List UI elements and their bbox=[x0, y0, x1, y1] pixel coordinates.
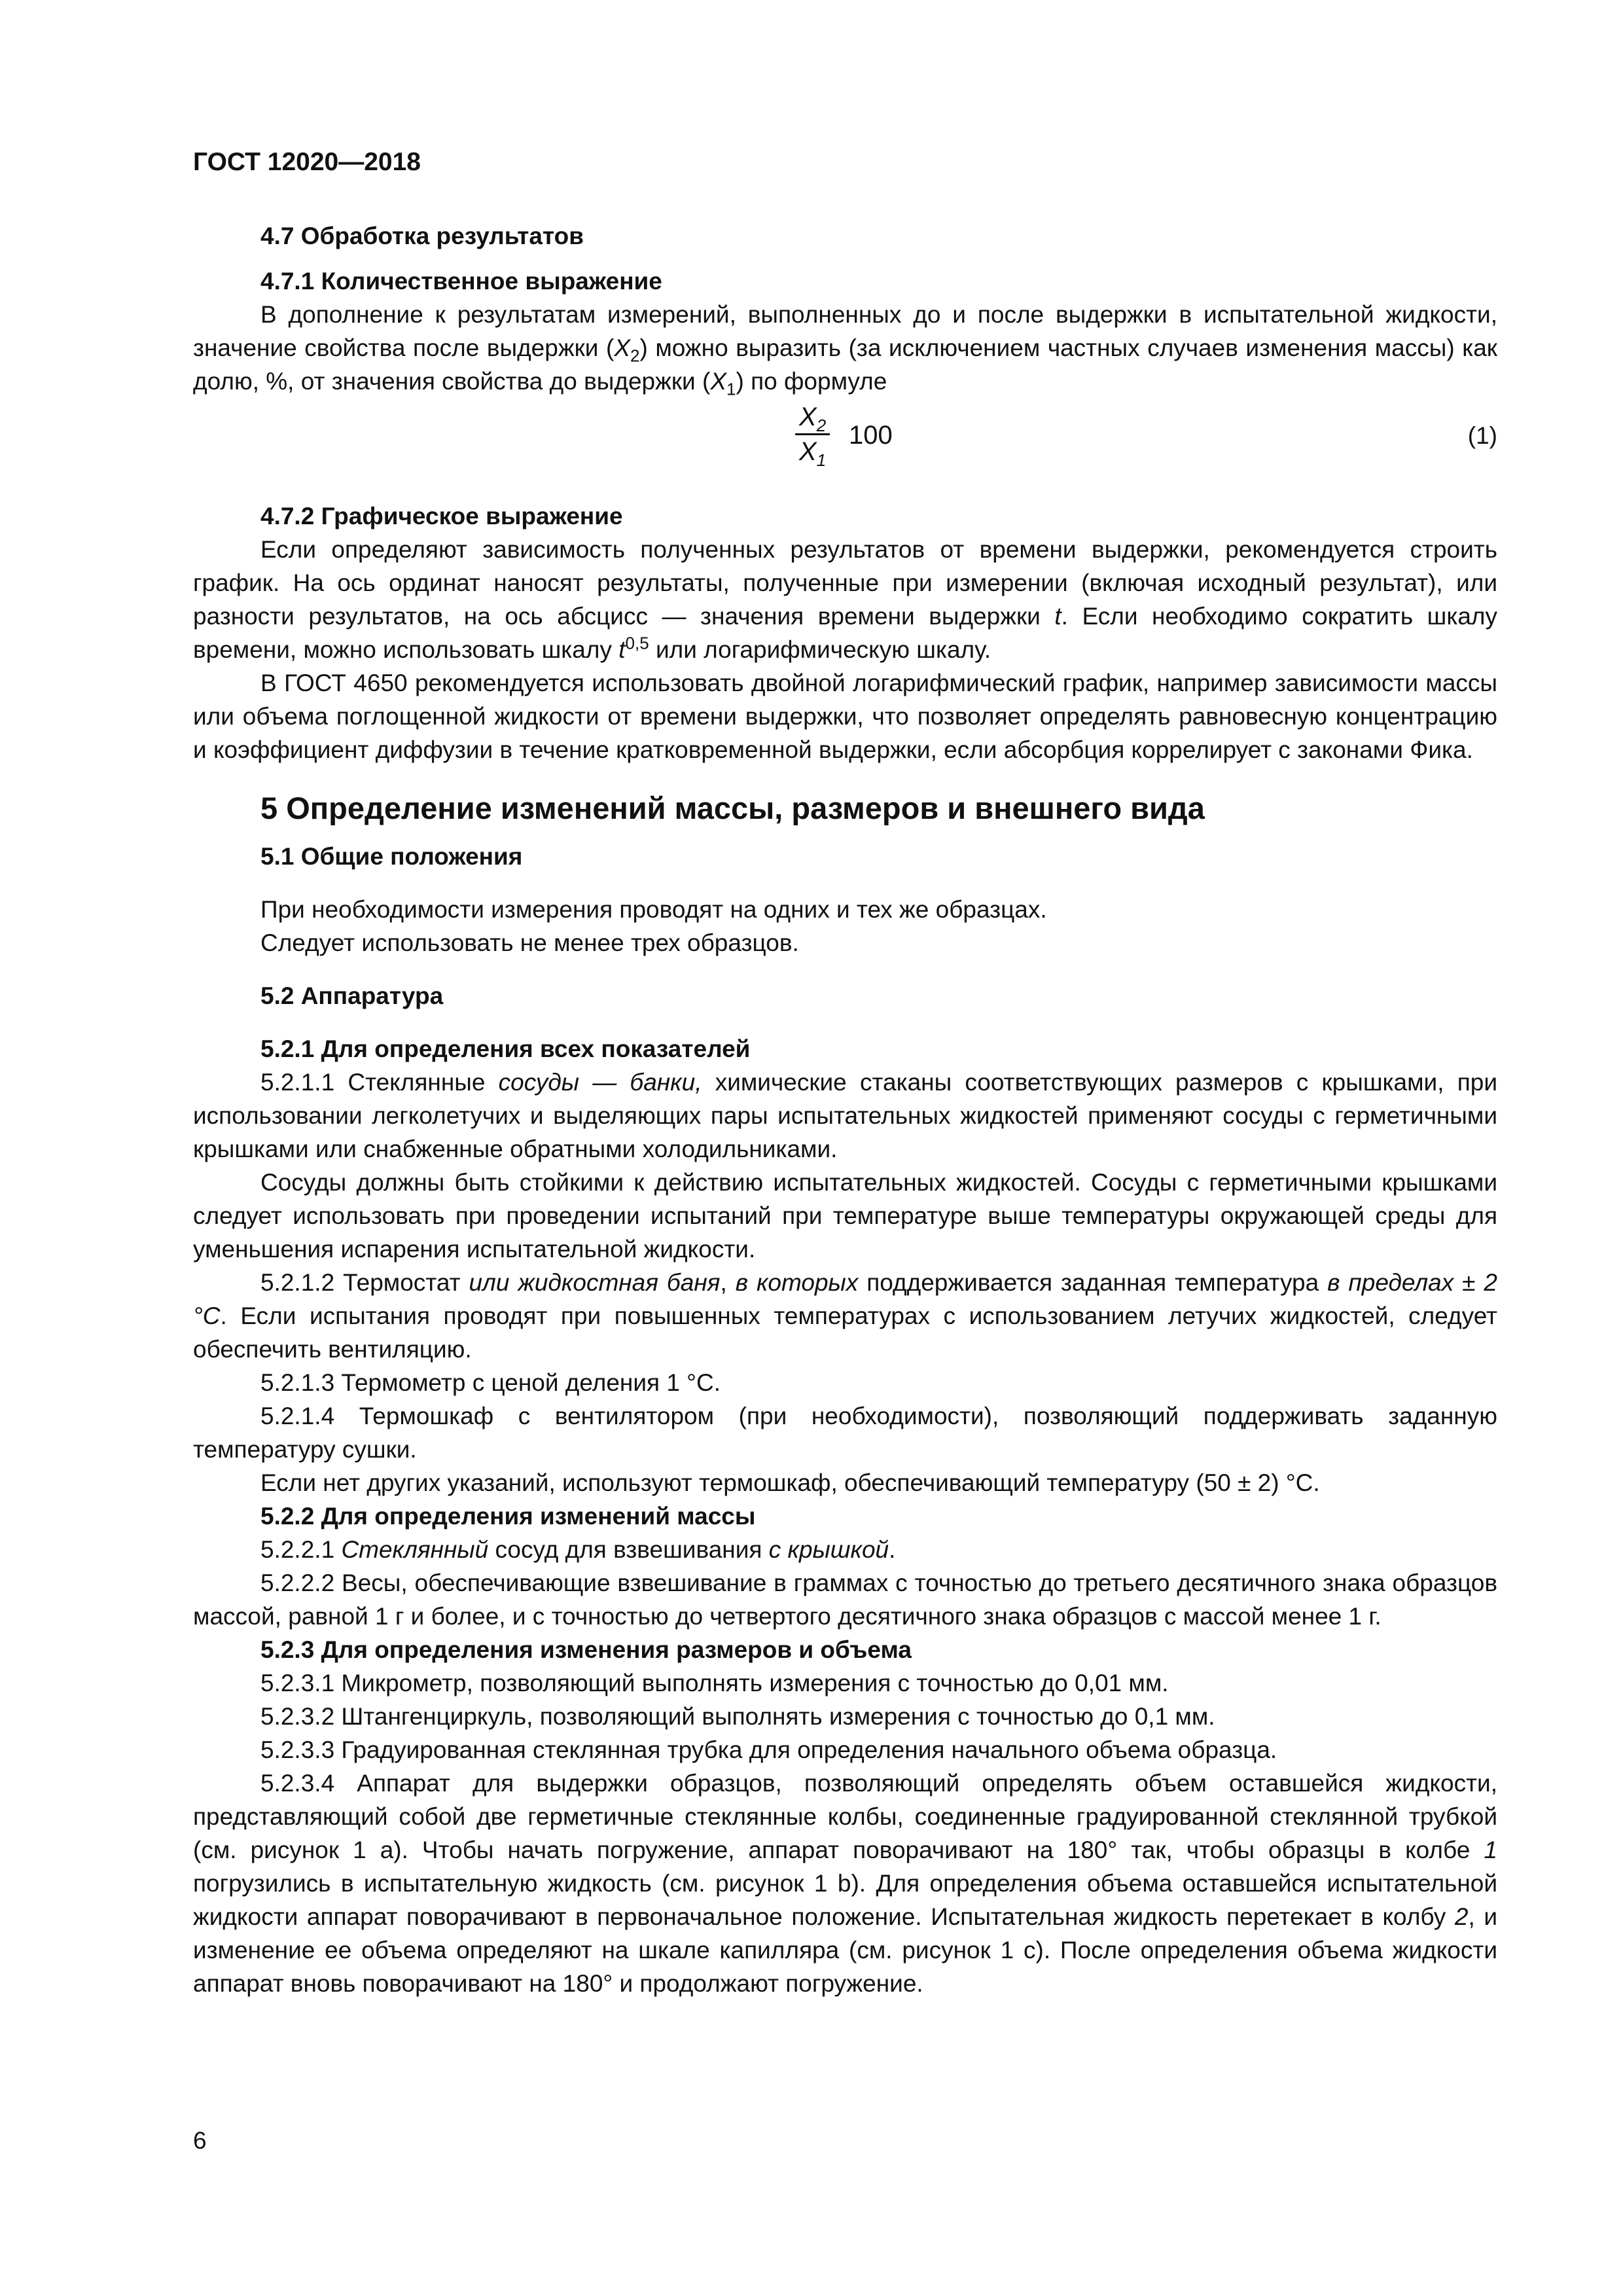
formula-fraction bbox=[795, 401, 830, 468]
paragraph-5-2-3-2: 5.2.3.2 Штангенциркуль, позволяющий выполнять измерения с точностью до 0,1 мм. bbox=[260, 1703, 1215, 1730]
paragraph-4-7-2-a: Если определяют зависимость полученных результатов от времени выдержки, рекомендуется строить график. На ось ординат наносят результаты, полученные при измерении (включая исходный результат), или разности результатов, на ось абсцисс — значения времени выдержки t. Если необходимо сократить шкалу времени, можно использовать шкалу $t^{0,5}$ или логарифмическую шкалу. bbox=[193, 536, 1497, 663]
paragraph-5-2-3-3: 5.2.3.3 Градуированная стеклянная трубка для определения начального объема образца. bbox=[260, 1736, 1277, 1763]
formula-denominator: $X_1$ bbox=[795, 433, 830, 468]
formula-number: (1) bbox=[1467, 422, 1497, 449]
paragraph-5-2-3-1: 5.2.3.1 Микрометр, позволяющий выполнять измерения с точностью до 0,01 мм. bbox=[260, 1670, 1169, 1696]
section-5-title: 5 Определение изменений массы, размеров и внешнего вида bbox=[260, 791, 1205, 825]
formula-multiplier: 100 bbox=[849, 421, 893, 450]
paragraph-5-2-2-1: 5.2.2.1 Стеклянный сосуд для взвешивания с крышкой. bbox=[260, 1536, 896, 1563]
document-header: ГОСТ 12020—2018 bbox=[193, 148, 421, 176]
section-5-2-1-title: 5.2.1 Для определения всех показателей bbox=[260, 1035, 751, 1062]
paragraph-4-7-1: В дополнение к результатам измерений, выполненных до и после выдержки в испытательной жидкости, значение свойства после выдержки $(X_2)$ можно выразить (за исключением частных случаев изменения массы) как долю, %, от значения свойства до выдержки $(X_1)$ по формуле bbox=[193, 301, 1497, 399]
page-number: 6 bbox=[193, 2127, 207, 2154]
paragraph-5-2-2-2: 5.2.2.2 Весы, обеспечивающие взвешивание в граммах с точностью до третьего десятичного знака образцов массой, равной 1 г и более, и с точностью до четвертого десятичного знака образцов с массой менее 1 г. bbox=[193, 1570, 1497, 1630]
section-5-1-title: 5.1 Общие положения bbox=[260, 843, 523, 870]
paragraph-5-2-1-4: 5.2.1.4 Термошкаф с вентилятором (при необходимости), позволяющий поддерживать заданную температуру сушки. bbox=[193, 1403, 1497, 1463]
section-4-7-title: 4.7 Обработка результатов bbox=[260, 223, 584, 249]
paragraph-5-1-b: Следует использовать не менее трех образцов. bbox=[260, 929, 799, 956]
formula-1 bbox=[193, 401, 1497, 482]
paragraph-5-2-1-2: 5.2.1.2 Термостат или жидкостная баня, в которых поддерживается заданная температура в пределах ± 2 °С. Если испытания проводят при повышенных температурах с использованием летучих жидкостей, следует обеспечить вентиляцию. bbox=[193, 1269, 1497, 1363]
paragraph-5-2-1-1-b: Сосуды должны быть стойкими к действию испытательных жидкостей. Сосуды с герметичными крышками следует использовать при проведении испытаний при температуре выше температуры окружающей среды для уменьшения испарения испытательной жидкости. bbox=[193, 1169, 1497, 1263]
paragraph-5-1-a: При необходимости измерения проводят на одних и тех же образцах. bbox=[260, 896, 1047, 923]
paragraph-5-2-1-3: 5.2.1.3 Термометр с ценой деления 1 °С. bbox=[260, 1369, 721, 1396]
page-content bbox=[193, 219, 1497, 2000]
section-5-2-2-title: 5.2.2 Для определения изменений массы bbox=[260, 1503, 756, 1530]
paragraph-4-7-2-b: В ГОСТ 4650 рекомендуется использовать двойной логарифмический график, например зависимости массы или объема поглощенной жидкости от времени выдержки, что позволяет определять равновесную концентрацию и коэффициент диффузии в течение кратковременной выдержки, если абсорбция коррелирует с законами Фика. bbox=[193, 670, 1497, 763]
paragraph-5-2-3-4: 5.2.3.4 Аппарат для выдержки образцов, позволяющий определять объем оставшейся жидкости, представляющий собой две герметичные стеклянные колбы, соединенные градуированной стеклянной трубкой (см. рисунок 1 а). Чтобы начать погружение, аппарат поворачивают на 180° так, чтобы образцы в колбе 1 погрузились в испытательную жидкость (см. рисунок 1 b). Для определения объема оставшейся испытательной жидкости аппарат поворачивают в первоначальное положение. Испытательная жидкость перетекает в колбу 2, и изменение ее объема определяют на шкале капилляра (см. рисунок 1 с). После определения объема жидкости аппарат вновь поворачивают на 180° и продолжают погружение. bbox=[193, 1770, 1497, 1997]
section-4-7-2-title: 4.7.2 Графическое выражение bbox=[260, 503, 623, 529]
section-4-7-1-title: 4.7.1 Количественное выражение bbox=[260, 268, 662, 295]
paragraph-5-2-1-1: 5.2.1.1 Стеклянные сосуды — банки, химические стаканы соответствующих размеров с крышками, при использовании легколетучих и выделяющих пары испытательных жидкостей применяют сосуды с герметичными крышками или снабженные обратными холодильниками. bbox=[193, 1069, 1497, 1162]
formula-numerator: $X_2$ bbox=[799, 403, 827, 435]
section-5-2-title: 5.2 Аппаратура bbox=[260, 982, 444, 1009]
section-5-2-3-title: 5.2.3 Для определения изменения размеров и объема bbox=[260, 1636, 912, 1663]
paragraph-5-2-1-4-b: Если нет других указаний, используют термошкаф, обеспечивающий температуру (50 ± 2) °С. bbox=[260, 1469, 1320, 1496]
